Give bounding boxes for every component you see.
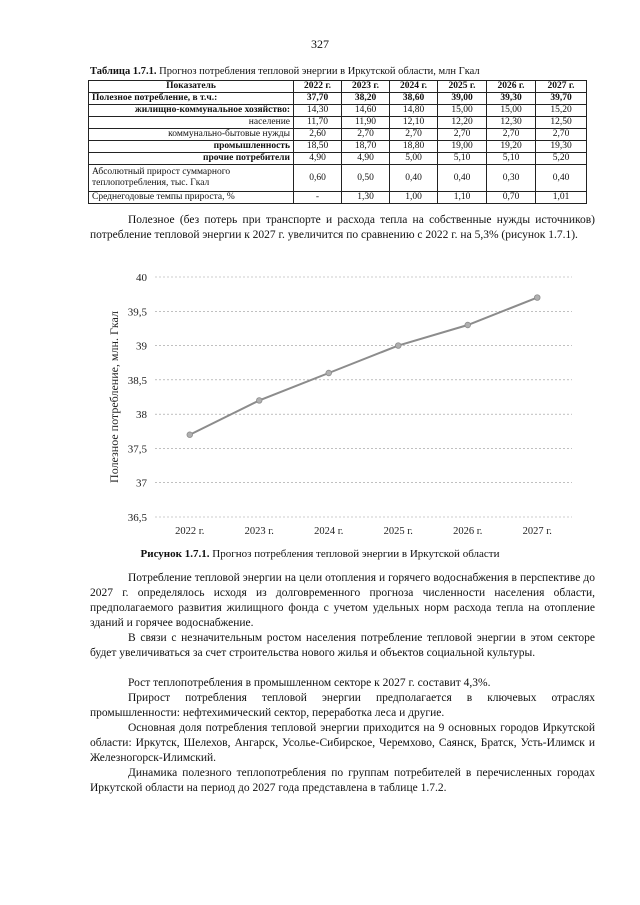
data-point xyxy=(326,370,332,376)
row-label: коммунально-бытовые нужды xyxy=(89,129,294,141)
table-row xyxy=(89,93,587,105)
table-header-indicator: Показатель xyxy=(89,81,294,93)
table-caption xyxy=(90,66,480,77)
cell: 0,40 xyxy=(438,165,487,192)
cell: 18,70 xyxy=(342,141,390,153)
table-header-2026: 2026 г. xyxy=(487,81,536,93)
x-tick-label: 2027 г. xyxy=(522,526,552,537)
data-point xyxy=(395,343,401,349)
table-row xyxy=(89,153,587,165)
cell: 39,00 xyxy=(438,93,487,105)
cell: 2,70 xyxy=(438,129,487,141)
table-row xyxy=(89,141,587,153)
paragraph-population: В связи с незначительным ростом населения потребление тепловой энергии в этом секторе будет увеличиваться за счет строительства нового жилья и объектов социальной культуры. xyxy=(90,632,595,659)
forecast-table xyxy=(88,80,587,204)
paragraph-intro: Полезное (без потерь при транспорте и расхода тепла на собственные нужды источников) потребление тепловой энергии к 2027 г. увеличится по сравнению с 2022 г. на 5,3% (рисунок 1.7.1). xyxy=(90,214,595,241)
y-tick-label: 38 xyxy=(136,409,147,422)
cell: 15,00 xyxy=(438,105,487,117)
table-header-2023: 2023 г. xyxy=(342,81,390,93)
y-axis-label: Полезное потребление, млн. Гкал xyxy=(107,311,121,483)
cell: 14,60 xyxy=(342,105,390,117)
page-number: 327 xyxy=(311,37,329,51)
row-label: Абсолютный прирост суммарного теплопотребления, тыс. Гкал xyxy=(89,165,294,192)
y-tick-label: 37 xyxy=(136,477,147,490)
cell: 1,01 xyxy=(536,192,587,204)
cell: 38,60 xyxy=(390,93,438,105)
cell: - xyxy=(294,192,342,204)
figure-caption xyxy=(0,548,640,560)
paragraph-industry-growth: Рост теплопотребления в промышленном секторе к 2027 г. составит 4,3%. xyxy=(128,677,491,689)
cell: 0,40 xyxy=(390,165,438,192)
cell: 12,10 xyxy=(390,117,438,129)
cell: 5,00 xyxy=(390,153,438,165)
cell: 0,70 xyxy=(487,192,536,204)
cell: 11,70 xyxy=(294,117,342,129)
cell: 19,30 xyxy=(536,141,587,153)
cell: 2,70 xyxy=(536,129,587,141)
cell: 2,70 xyxy=(342,129,390,141)
y-tick-label: 37,5 xyxy=(127,443,147,456)
paragraph-cities: Основная доля потребления тепловой энергии приходится на 9 основных городов Иркутской области: Иркутск, Шелехов, Ангарск, Усолье-Сибирское, Черемхово, Саянск, Братск, Усть-Илимск и Железногорск-Илимский. xyxy=(90,722,595,764)
row-label: население xyxy=(89,117,294,129)
cell: 38,20 xyxy=(342,93,390,105)
row-label: жилищно-коммунальное хозяйство: xyxy=(89,105,294,117)
y-tick-label: 40 xyxy=(136,272,147,284)
table-row xyxy=(89,192,587,204)
cell: 1,30 xyxy=(342,192,390,204)
cell: 2,70 xyxy=(390,129,438,141)
paragraph-heating: Потребление тепловой энергии на цели отопления и горячего водоснабжения в перспективе до 2027 г. определялось исходя из долговременного прогноза численности населения области, предполагаемого развития жилищного фонда с учетом удельных норм расхода тепла на отопление зданий и горячее водоснабжение. xyxy=(90,572,595,629)
cell: 4,90 xyxy=(342,153,390,165)
data-point xyxy=(256,398,262,404)
row-label: прочие потребители xyxy=(89,153,294,165)
row-label: промышленность xyxy=(89,141,294,153)
cell: 0,30 xyxy=(487,165,536,192)
y-tick-label: 39,5 xyxy=(127,306,147,319)
cell: 14,30 xyxy=(294,105,342,117)
cell: 19,00 xyxy=(438,141,487,153)
cell: 1,10 xyxy=(438,192,487,204)
cell: 0,50 xyxy=(342,165,390,192)
row-label: Полезное потребление, в т.ч.: xyxy=(89,93,294,105)
data-point xyxy=(465,322,471,328)
paragraph-dynamics: Динамика полезного теплопотребления по группам потребителей в перечисленных городах Иркутской области на период до 2027 года представлена в таблице 1.7.2. xyxy=(90,767,595,794)
cell: 15,00 xyxy=(487,105,536,117)
heat-consumption-line-chart xyxy=(100,262,580,542)
y-tick-label: 36,5 xyxy=(127,512,147,524)
cell: 19,20 xyxy=(487,141,536,153)
table-header-2025: 2025 г. xyxy=(438,81,487,93)
table-row xyxy=(89,117,587,129)
cell: 0,40 xyxy=(536,165,587,192)
table-row xyxy=(89,105,587,117)
x-tick-label: 2023 г. xyxy=(244,526,274,537)
cell: 4,90 xyxy=(294,153,342,165)
cell: 5,20 xyxy=(536,153,587,165)
data-point xyxy=(534,295,540,301)
cell: 14,80 xyxy=(390,105,438,117)
table-row xyxy=(89,165,587,192)
x-tick-label: 2026 г. xyxy=(453,526,483,537)
cell: 18,50 xyxy=(294,141,342,153)
cell: 11,90 xyxy=(342,117,390,129)
x-tick-label: 2025 г. xyxy=(383,526,413,537)
cell: 39,30 xyxy=(487,93,536,105)
cell: 12,50 xyxy=(536,117,587,129)
cell: 2,70 xyxy=(487,129,536,141)
x-tick-label: 2024 г. xyxy=(314,526,344,537)
cell: 12,20 xyxy=(438,117,487,129)
table-header-row xyxy=(89,81,587,93)
data-point xyxy=(187,432,193,438)
figure-caption-text: Прогноз потребления тепловой энергии в Иркутской области xyxy=(209,548,500,560)
table-header-2024: 2024 г. xyxy=(390,81,438,93)
table-header-2027: 2027 г. xyxy=(536,81,587,93)
figure-caption-label: Рисунок 1.7.1. xyxy=(140,548,210,560)
cell: 37,70 xyxy=(294,93,342,105)
cell: 5,10 xyxy=(487,153,536,165)
x-tick-label: 2022 г. xyxy=(175,526,205,537)
cell: 18,80 xyxy=(390,141,438,153)
table-row xyxy=(89,129,587,141)
cell: 39,70 xyxy=(536,93,587,105)
table-caption-label: Таблица 1.7.1. xyxy=(90,66,157,77)
cell: 2,60 xyxy=(294,129,342,141)
cell: 12,30 xyxy=(487,117,536,129)
paragraph-industry-sectors: Прирост потребления тепловой энергии предполагается в ключевых отраслях промышленности: нефтехимический сектор, переработка леса и другие. xyxy=(90,692,595,719)
cell: 1,00 xyxy=(390,192,438,204)
table-header-2022: 2022 г. xyxy=(294,81,342,93)
y-tick-label: 39 xyxy=(136,340,147,353)
row-label: Среднегодовые темпы прироста, % xyxy=(89,192,294,204)
y-tick-label: 38,5 xyxy=(127,374,147,387)
cell: 15,20 xyxy=(536,105,587,117)
cell: 5,10 xyxy=(438,153,487,165)
table-caption-text: Прогноз потребления тепловой энергии в Иркутской области, млн Гкал xyxy=(156,66,480,77)
cell: 0,60 xyxy=(294,165,342,192)
